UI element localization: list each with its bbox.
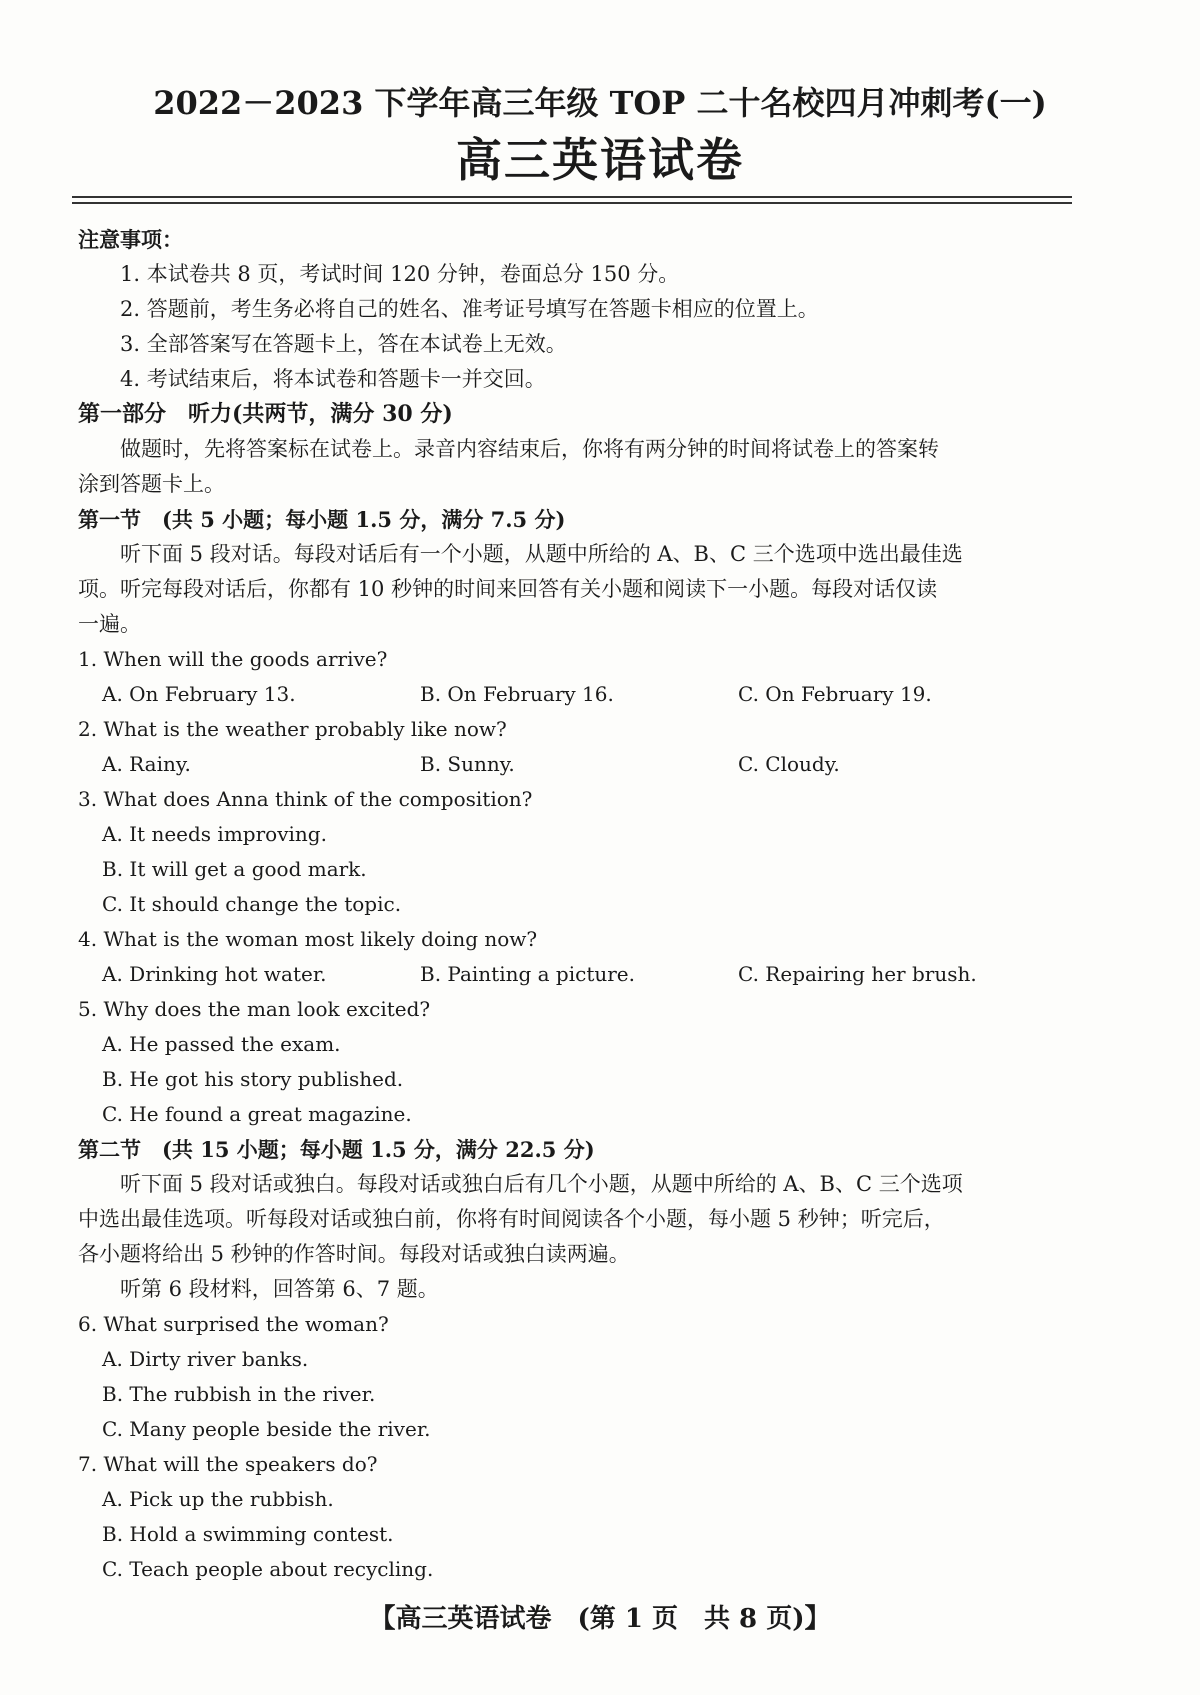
option-b: B. Sunny. [420, 752, 515, 776]
section2-intro-line: 中选出最佳选项。听每段对话或独白前，你将有时间阅读各个小题，每小题 5 秒钟；听完后， [78, 1207, 945, 1231]
option-b: B. Painting a picture. [420, 962, 635, 986]
option-b: B. He got his story published. [102, 1067, 404, 1091]
option-c: C. On February 19. [738, 682, 932, 706]
options-row-1 [78, 677, 1078, 712]
option-b: B. On February 16. [420, 682, 614, 706]
page-footer: 【高三英语试卷 (第 1 页 共 8 页)】 [369, 1604, 831, 1634]
option-c: C. Repairing her brush. [738, 962, 977, 986]
section1-intro-line: 一遍。 [78, 612, 141, 636]
exam-content [78, 222, 1078, 1587]
note-item: 3. 全部答案写在答题卡上，答在本试卷上无效。 [120, 332, 567, 356]
question-7: 7. What will the speakers do? [78, 1452, 378, 1476]
header-rule-top [72, 196, 1072, 198]
question-6: 6. What surprised the woman? [78, 1312, 389, 1336]
option-c: C. It should change the topic. [102, 892, 402, 916]
option-c: C. Teach people about recycling. [102, 1557, 434, 1581]
header-rule-bottom [72, 202, 1072, 204]
option-a: A. Pick up the rubbish. [102, 1487, 334, 1511]
option-b: B. Hold a swimming contest. [102, 1522, 394, 1546]
option-a: A. Rainy. [102, 752, 191, 776]
option-a: A. He passed the exam. [102, 1032, 341, 1056]
section2-title: 第二节 (共 15 小题；每小题 1.5 分，满分 22.5 分) [78, 1137, 595, 1162]
options-row-4 [78, 957, 1078, 992]
exam-title: 高三英语试卷 [456, 133, 744, 187]
part1-intro-line: 做题时，先将答案标在试卷上。录音内容结束后，你将有两分钟的时间将试卷上的答案转 [120, 437, 939, 461]
note-item: 1. 本试卷共 8 页，考试时间 120 分钟，卷面总分 150 分。 [120, 262, 680, 286]
option-a: A. It needs improving. [102, 822, 327, 846]
section2-intro-line: 听下面 5 段对话或独白。每段对话或独白后有几个小题，从题中所给的 A、B、C 三个选项 [120, 1172, 963, 1196]
section1-intro-line: 项。听完每段对话后，你都有 10 秒钟的时间来回答有关小题和阅读下一小题。每段对话仅读 [78, 577, 938, 601]
notes-title: 注意事项： [78, 227, 183, 252]
option-b: B. The rubbish in the river. [102, 1382, 376, 1406]
part1-intro-line: 涂到答题卡上。 [78, 472, 225, 496]
option-a: A. Dirty river banks. [102, 1347, 309, 1371]
option-c: C. Cloudy. [738, 752, 840, 776]
option-b: B. It will get a good mark. [102, 857, 367, 881]
section2-intro-line: 各小题将给出 5 秒钟的作答时间。每段对话或独白读两遍。 [78, 1242, 630, 1266]
option-a: A. Drinking hot water. [102, 962, 327, 986]
question-4: 4. What is the woman most likely doing now? [78, 927, 538, 951]
note-item: 4. 考试结束后，将本试卷和答题卡一并交回。 [120, 367, 546, 391]
options-row-2 [78, 747, 1078, 782]
option-a: A. On February 13. [102, 682, 296, 706]
question-1: 1. When will the goods arrive? [78, 647, 388, 671]
question-2: 2. What is the weather probably like now? [78, 717, 507, 741]
option-c: C. Many people beside the river. [102, 1417, 431, 1441]
material-note: 听第 6 段材料，回答第 6、7 题。 [120, 1277, 439, 1301]
part1-title: 第一部分 听力(共两节，满分 30 分) [78, 401, 453, 427]
section1-title: 第一节 (共 5 小题；每小题 1.5 分，满分 7.5 分) [78, 507, 566, 532]
option-c: C. He found a great magazine. [102, 1102, 412, 1126]
section1-intro-line: 听下面 5 段对话。每段对话后有一个小题，从题中所给的 A、B、C 三个选项中选出最佳选 [120, 542, 963, 566]
exam-header-line1: 2022－2023 下学年高三年级 TOP 二十名校四月冲刺考(一) [153, 84, 1047, 122]
note-item: 2. 答题前，考生务必将自己的姓名、准考证号填写在答题卡相应的位置上。 [120, 297, 819, 321]
question-3: 3. What does Anna think of the composition? [78, 787, 533, 811]
question-5: 5. Why does the man look excited? [78, 997, 431, 1021]
